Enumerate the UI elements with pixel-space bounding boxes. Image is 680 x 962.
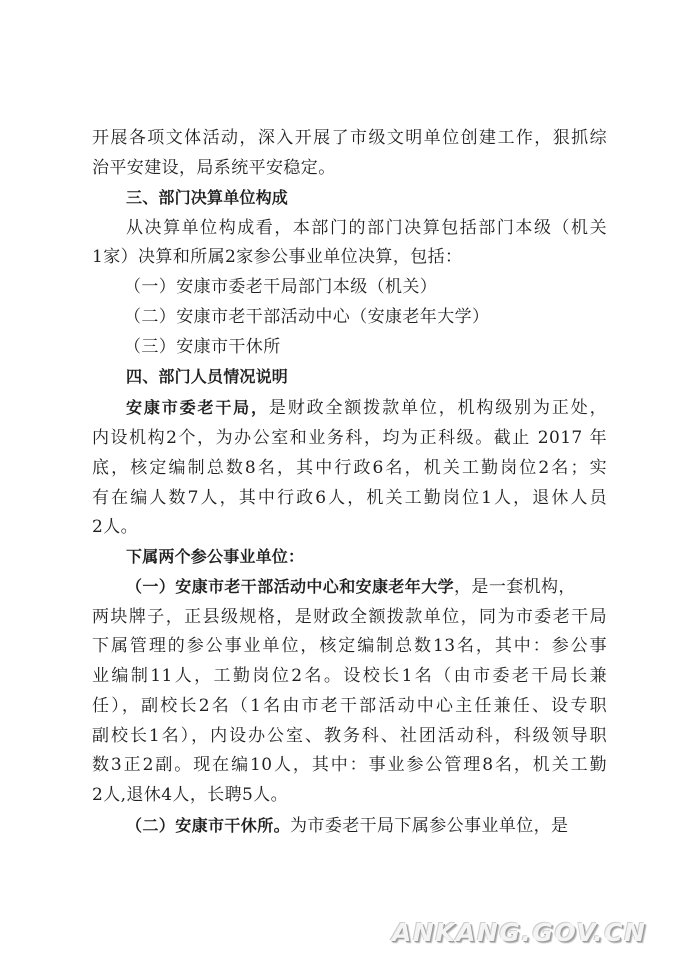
paragraph-line (126, 394, 607, 422)
paragraph-line (126, 812, 607, 840)
paragraph-line: 开展各项文体活动，深入开展了市级文明单位创建工作，狠抓综 (92, 128, 607, 148)
subheading: 下属两个参公事业单位： (126, 547, 305, 566)
paragraph-line: 副校长1名），内设办公室、教务科、社团活动科，科级领导职 (92, 726, 607, 746)
paragraph-line: 任），副校长2名（1名由市老干部活动中心主任兼任、设专职 (92, 696, 607, 716)
list-item-3: （三）安康市干休所 (124, 337, 281, 357)
paragraph-line: 1家）决算和所属2家参公事业单位决算，包括： (92, 247, 463, 267)
paragraph-line: 两块牌子，正县级规格，是财政全额拨款单位，同为市委老干局 (92, 607, 607, 627)
section-heading-4: 四、部门人员情况说明 (126, 367, 289, 386)
paragraph-line: 下属管理的参公事业单位，核定编制总数13名，其中：参公事 (92, 636, 607, 656)
paragraph-line: 数3正2副。现在编10人，其中：事业参公管理8名，机关工勤 (92, 755, 607, 775)
paragraph-text: 为市委老干局下属参公事业单位，是 (290, 816, 569, 836)
paragraph-line: 底，核定编制总数8名，其中行政6名，机关工勤岗位2名；实 (92, 458, 607, 478)
unit-name-bold: 安康市委老干局， (126, 398, 269, 417)
paragraph-line: 有在编人数7人，其中行政6人，机关工勤岗位1人，退休人员 (92, 488, 607, 508)
paragraph-line (126, 573, 607, 601)
site-watermark: ANKANG.GOV.CN (392, 918, 647, 947)
section-heading-3: 三、部门决算单位构成 (126, 188, 289, 207)
paragraph-line: 内设机构2个，为办公室和业务科，均为正科级。截止 2017 年 (92, 428, 607, 448)
paragraph-line: 2人,退休4人，长聘5人。 (92, 785, 289, 805)
paragraph-text: ，是一套机构， (454, 577, 576, 597)
list-item-1: （一）安康市委老干局部门本级（机关） (124, 277, 438, 297)
paragraph-line: 业编制11人，工勤岗位2名。设校长1名（由市委老干局长兼 (92, 666, 607, 686)
paragraph-line: 从决算单位构成看，本部门的部门决算包括部门本级（机关 (126, 218, 607, 238)
unit-name-bold: （一）安康市老干部活动中心和安康老年大学 (126, 577, 455, 596)
paragraph-line: 2人。 (92, 517, 139, 537)
paragraph-line: 治平安建设，局系统平安稳定。 (92, 158, 336, 178)
paragraph-text: 是财政全额拨款单位，机构级别为正处， (268, 398, 608, 418)
list-item-2: （二）安康市老干部活动中心（安康老年大学） (124, 307, 490, 327)
unit-name-bold: （二）安康市干休所。 (126, 816, 291, 835)
